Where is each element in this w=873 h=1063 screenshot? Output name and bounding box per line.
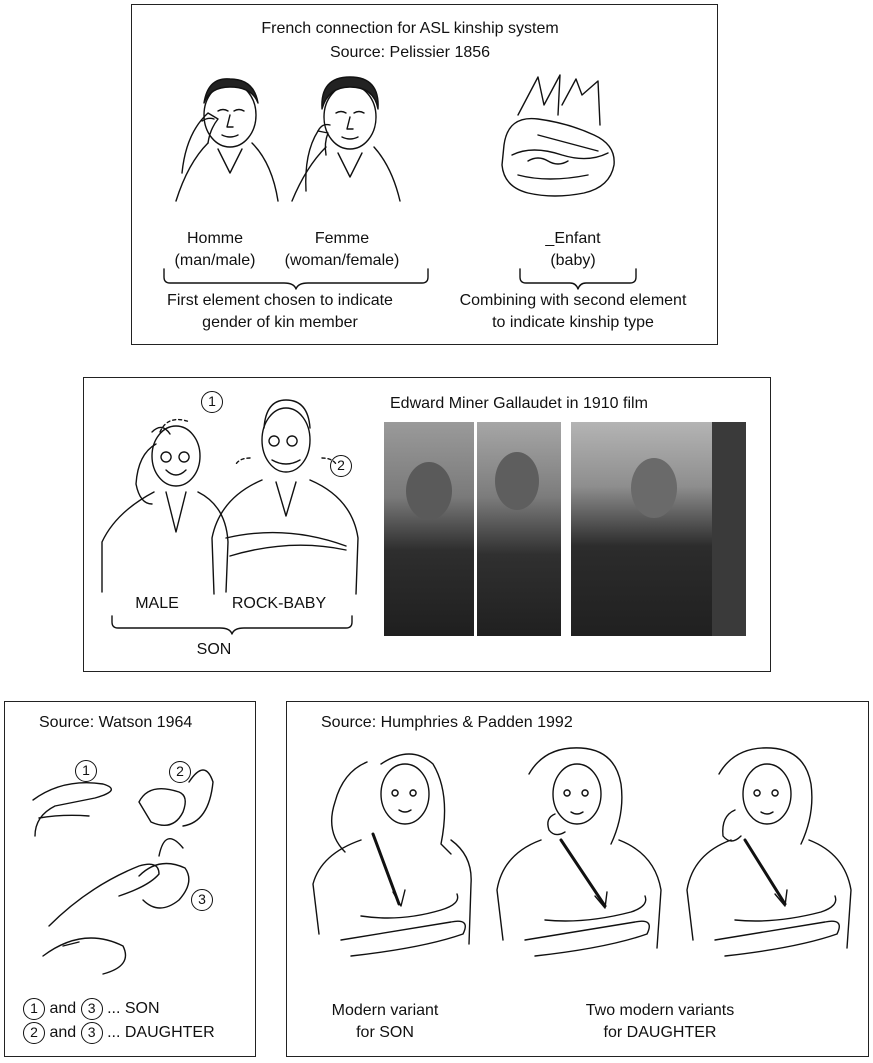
caption-daughter-line1: Two modern variants bbox=[585, 1002, 735, 1019]
daughter-variant-1-illustration bbox=[485, 744, 671, 972]
film-frame-3 bbox=[571, 422, 746, 636]
film-frame-2 bbox=[477, 422, 561, 636]
note-right-line1: Combining with second element bbox=[459, 292, 687, 309]
legend-daughter-a: 2 bbox=[23, 1022, 45, 1044]
legend-son-text: ... SON bbox=[107, 1000, 160, 1017]
note-right-line2: to indicate kinship type bbox=[492, 314, 654, 331]
pelissier-panel bbox=[131, 4, 718, 345]
watson-source: Source: Watson 1964 bbox=[39, 714, 193, 731]
legend-son-b: 3 bbox=[81, 998, 103, 1020]
step-2-marker: 2 bbox=[330, 455, 352, 477]
legend-daughter-and: and bbox=[49, 1024, 77, 1041]
caption-son-line1: Modern variant bbox=[331, 1002, 439, 1019]
legend-son-and: and bbox=[49, 1000, 77, 1017]
gallaudet-panel bbox=[83, 377, 771, 672]
watson-sign-illustration bbox=[19, 756, 243, 982]
enfant-gloss: (baby) bbox=[550, 252, 596, 269]
panel-source: Source: Pelissier 1856 bbox=[329, 44, 491, 61]
rockbaby-sign-illustration bbox=[206, 388, 366, 594]
femme-illustration bbox=[282, 73, 402, 203]
watson-step-2: 2 bbox=[169, 761, 191, 783]
rockbaby-label: ROCK-BABY bbox=[231, 595, 327, 612]
note-left-line2: gender of kin member bbox=[202, 314, 358, 331]
panel-title: French connection for ASL kinship system bbox=[261, 20, 559, 37]
son-brace bbox=[108, 614, 358, 634]
enfant-illustration bbox=[498, 75, 620, 205]
watson-panel bbox=[4, 701, 256, 1057]
legend-daughter-b: 3 bbox=[81, 1022, 103, 1044]
caption-daughter-line2: for DAUGHTER bbox=[603, 1024, 717, 1041]
caption-son-line2: for SON bbox=[356, 1024, 414, 1041]
homme-gloss: (man/male) bbox=[174, 252, 256, 269]
note-left-line1: First element chosen to indicate bbox=[167, 292, 393, 309]
legend-daughter-text: ... DAUGHTER bbox=[107, 1024, 215, 1041]
humphries-padden-panel bbox=[286, 701, 869, 1057]
right-brace bbox=[516, 267, 640, 287]
femme-gloss: (woman/female) bbox=[284, 252, 400, 269]
homme-label: Homme bbox=[186, 230, 244, 247]
daughter-variant-2-illustration bbox=[675, 744, 861, 972]
son-variant-illustration bbox=[301, 744, 477, 972]
legend-row-daughter bbox=[23, 1022, 215, 1044]
son-label: SON bbox=[196, 641, 232, 658]
enfant-label: _Enfant bbox=[545, 230, 601, 247]
watson-step-1: 1 bbox=[75, 760, 97, 782]
film-caption: Edward Miner Gallaudet in 1910 film bbox=[390, 395, 648, 412]
homme-illustration bbox=[168, 73, 278, 203]
hp-source: Source: Humphries & Padden 1992 bbox=[321, 714, 573, 731]
legend-row-son bbox=[23, 998, 160, 1020]
legend-son-a: 1 bbox=[23, 998, 45, 1020]
male-label: MALE bbox=[135, 595, 179, 612]
film-frame-1 bbox=[384, 422, 474, 636]
left-brace bbox=[158, 267, 438, 287]
step-1-marker: 1 bbox=[201, 391, 223, 413]
femme-label: Femme bbox=[314, 230, 370, 247]
watson-step-3: 3 bbox=[191, 889, 213, 911]
